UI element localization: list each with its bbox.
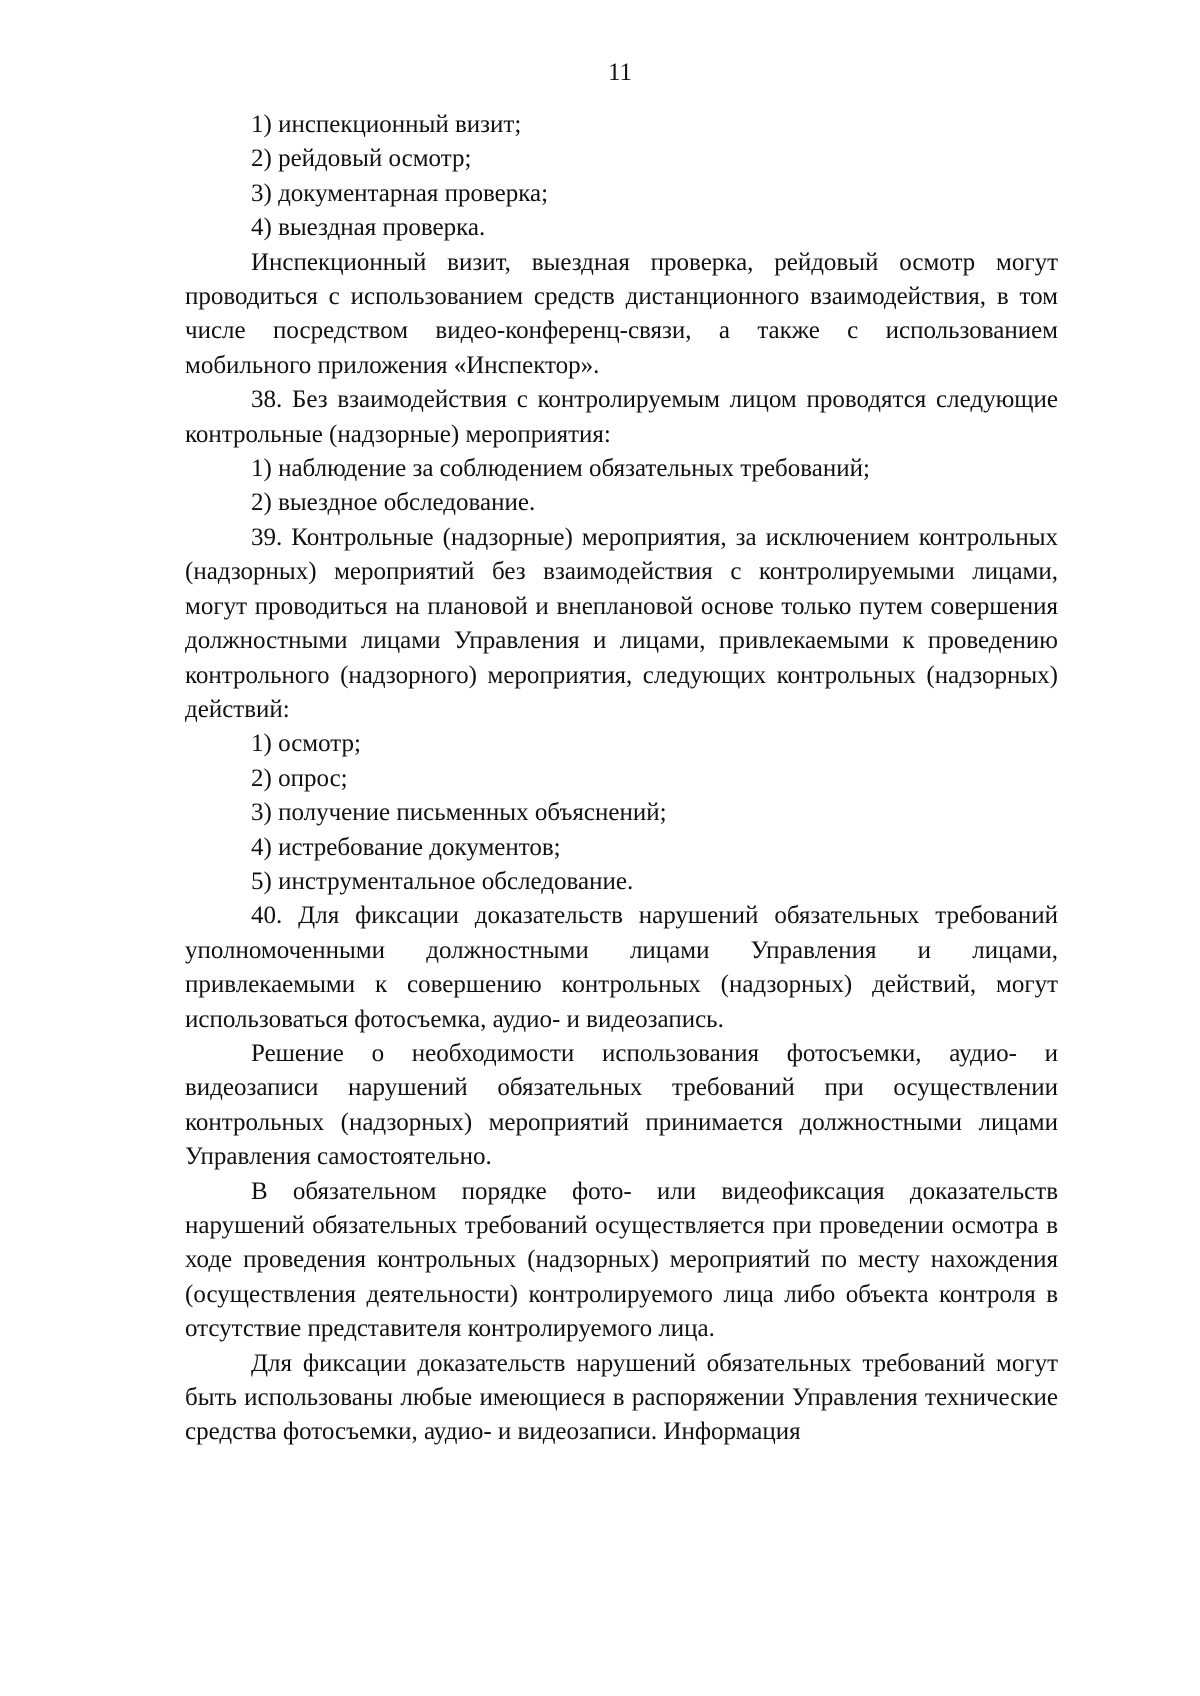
list-item: 4) выездная проверка. [251, 214, 486, 242]
list-item: 2) опрос; [251, 764, 348, 792]
paragraph-mandatory-recording: В обязательном порядке фото- или видеофиксация доказательств нарушений обязательных требований осуществляется при проведении осмотра в ходе проведения контрольных (надзорных) мероприятий по месту нахождения (осуществления деятельности) контролируемого лица либо объекта контроля в отсутствие представителя контролируемого лица. [185, 1177, 1058, 1343]
paragraph-39: 39. Контрольные (надзорные) мероприятия, за исключением контрольных (надзорных) мероприятий без взаимодействия с контролируемыми лицами, могут проводиться на плановой и внеплановой основе только путем совершения должностными лицами Управления и лицами, привлекаемыми к проведению контрольного (надзорного) мероприятия, следующих контрольных (надзорных) действий: [185, 523, 1058, 723]
list-item: 5) инструментальное обследование. [251, 867, 634, 895]
paragraph-technical-means: Для фиксации доказательств нарушений обязательных требований могут быть использованы любые имеющиеся в распоряжении Управления технические средства фотосъемки, аудио- и видеозаписи. Информация [185, 1349, 1058, 1446]
list-item: 3) получение письменных объяснений; [251, 799, 667, 827]
paragraph-decision: Решение о необходимости использования фотосъемки, аудио- и видеозаписи нарушений обязательных требований при осуществлении контрольных (надзорных) мероприятий принимается должностными лицами Управления самостоятельно. [185, 1039, 1058, 1171]
list-item: 1) наблюдение за соблюдением обязательных требований; [251, 455, 870, 483]
list-item: 2) выездное обследование. [251, 489, 536, 517]
paragraph-remote-interaction: Инспекционный визит, выездная проверка, рейдовый осмотр могут проводиться с использованием средств дистанционного взаимодействия, в том числе посредством видео-конференц-связи, а также с использованием мобильного приложения «Инспектор». [185, 248, 1058, 379]
paragraph-40: 40. Для фиксации доказательств нарушений обязательных требований уполномоченными должностными лицами Управления и лицами, привлекаемыми к совершению контрольных (надзорных) действий, могут использоваться фотосъемка, аудио- и видеозапись. [185, 902, 1058, 1033]
list-item: 1) инспекционный визит; [251, 111, 522, 138]
paragraph-38: 38. Без взаимодействия с контролируемым лицом проводятся следующие контрольные (надзорные) мероприятия: [185, 386, 1058, 448]
list-item: 2) рейдовый осмотр; [251, 145, 472, 173]
list-item: 4) истребование документов; [251, 833, 561, 861]
page-number: 11 [607, 59, 633, 86]
document-body [185, 108, 1058, 1450]
list-item: 1) осмотр; [251, 730, 361, 758]
list-item: 3) документарная проверка; [251, 179, 549, 207]
